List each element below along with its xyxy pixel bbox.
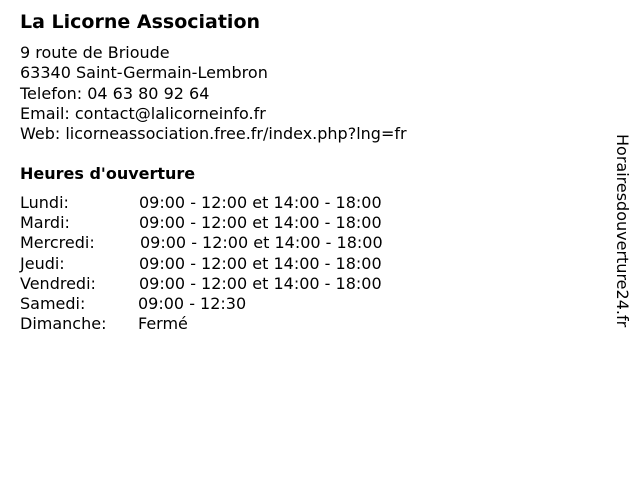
day-label: Vendredi: — [20, 273, 96, 293]
hours-row-lundi — [20, 193, 460, 213]
street-address: 9 route de Brioude — [20, 43, 170, 62]
time-value: 09:00 - 12:00 et 14:00 - 18:00 — [140, 233, 383, 253]
hours-table — [20, 193, 460, 334]
hours-row-mercredi — [20, 233, 460, 253]
hours-row-vendredi — [20, 274, 460, 294]
time-value: Fermé — [138, 314, 188, 334]
day-label: Dimanche: — [20, 314, 107, 334]
time-value: 09:00 - 12:00 et 14:00 - 18:00 — [139, 273, 382, 293]
site-watermark: Horairesdouverture24.fr — [613, 134, 632, 328]
hours-row-jeudi — [20, 254, 460, 274]
hours-row-samedi — [20, 294, 460, 314]
time-value: 09:00 - 12:00 et 14:00 - 18:00 — [139, 213, 382, 233]
email-line: Email: contact@lalicorneinfo.fr — [20, 103, 266, 123]
city-postal: 63340 Saint-Germain-Lembron — [20, 63, 268, 83]
address-block — [20, 43, 407, 144]
day-label: Lundi: — [20, 193, 69, 212]
hours-row-mardi — [20, 213, 460, 233]
time-value: 09:00 - 12:00 et 14:00 - 18:00 — [139, 193, 382, 212]
day-label: Samedi: — [20, 293, 86, 313]
hours-heading: Heures d'ouverture — [20, 164, 196, 183]
day-label: Mardi: — [20, 213, 70, 233]
business-name: La Licorne Association — [20, 11, 261, 33]
day-label: Jeudi: — [20, 253, 65, 273]
phone-line: Telefon: 04 63 80 92 64 — [20, 83, 210, 103]
time-value: 09:00 - 12:30 — [138, 293, 247, 313]
web-line: Web: licorneassociation.free.fr/index.php?lng=fr — [20, 124, 407, 143]
day-label: Mercredi: — [20, 233, 95, 253]
hours-row-dimanche — [20, 314, 460, 334]
time-value: 09:00 - 12:00 et 14:00 - 18:00 — [139, 253, 382, 273]
